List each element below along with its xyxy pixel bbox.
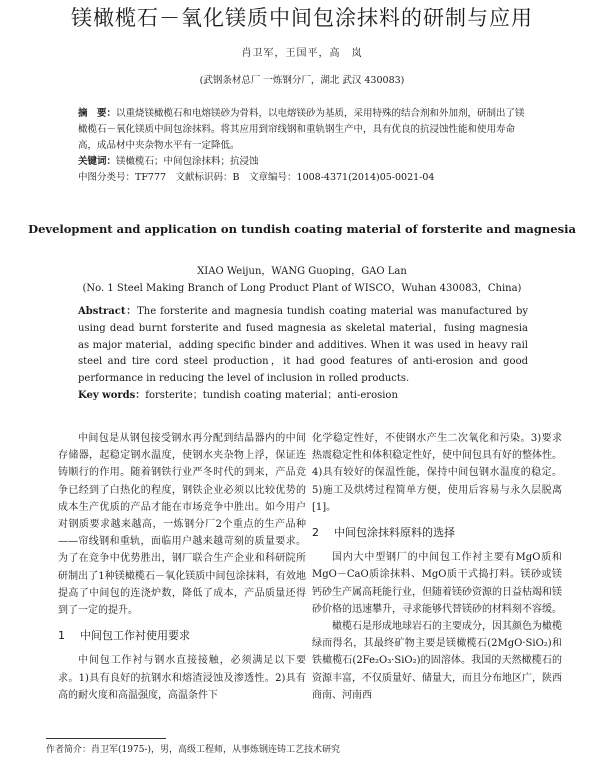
section-number: 2 bbox=[312, 526, 319, 540]
affiliation-cn: (武钢条材总厂 一炼钢分厂，湖北 武汉 430083) bbox=[199, 75, 405, 86]
authors-en: XIAO Weijun，WANG Guoping，GAO Lan bbox=[197, 266, 407, 277]
abstract-en-block bbox=[78, 304, 528, 405]
body-paragraph: 中间包工作衬与钢水直接接触，必须满足以下要求。1)具有良好的抗钢水和熔渣浸蚀及渗透性。2)具有高的耐火度和高温强度，高温条件下 bbox=[58, 655, 306, 701]
section-title: 中间包工作衬使用要求 bbox=[80, 629, 190, 643]
body-column-right bbox=[312, 430, 562, 704]
keywords-cn-text: 镁橄榄石；中间包涂抹料；抗浸蚀 bbox=[116, 156, 259, 167]
keywords-cn bbox=[78, 154, 528, 170]
body-paragraph: 中间包是从钢包接受钢水再分配到结晶器内的中间存储器，起稳定钢水温度，使钢水夹杂物上浮，保证连铸顺行的作用。随着钢铁行业严冬时代的到来，产品竞争已经到了白热化的程度，钢铁企业必须以比较优势的成本生产优质的产品才能在市场竞争中胜出。如今用户对钢质要求越来越高，一炼钢分厂2个重点的生产品种——帘线钢和重轨，面临用户越来越苛刻的质量要求。为了在竞争中优势胜出，钢厂联合生产企业和科研院所研制出了1种镁橄榄石－氧化镁质中间包涂抹料，有效地提高了中间包的连浇炉数，降低了成本，产品质量还得到了一定的提升。 bbox=[58, 433, 306, 617]
abstract-cn-block bbox=[78, 106, 528, 186]
keywords-en-label: Key words： bbox=[78, 389, 146, 401]
abstract-en-text: The forsterite and magnesia tundish coating material was manufactured by using dead burnt forsterite and fused magnesia as skeletal material，fusing magnesia as major material，adding specific binder and additives. When it was used in heavy rail steel and tire cord steel production，it had good features of anti-erosion and good performance in reducing the level of inclusion in rolled products. bbox=[78, 306, 528, 385]
classification-cn: 中图分类号：TF777 文献标识码：B 文章编号：1008-4371(2014)05-0021-04 bbox=[78, 172, 435, 183]
paper-title-cn: 镁橄榄石－氧化镁质中间包涂抹料的研制与应用 bbox=[71, 6, 533, 30]
section-number: 1 bbox=[58, 629, 65, 643]
keywords-en bbox=[78, 388, 528, 405]
keywords-en-text: forsterite；tundish coating material；anti-erosion bbox=[145, 389, 398, 401]
section-heading-1 bbox=[58, 627, 306, 644]
abstract-en bbox=[78, 304, 528, 388]
paper-title-en: Development and application on tundish coating material of forsterite and magnesia bbox=[28, 222, 576, 236]
body-column-left bbox=[58, 430, 306, 704]
affiliation-en: (No. 1 Steel Making Branch of Long Product Plant of WISCO，Wuhan 430083，China) bbox=[82, 283, 522, 294]
abstract-en-label: Abstract： bbox=[78, 306, 138, 317]
body-paragraph: 橄榄石是形成地球岩石的主要成分，因其颜色为橄榄绿而得名，其最终矿物主要是镁橄榄石(2MgO·SiO₂)和铁橄榄石(2Fe₂O₃·SiO₂)的固溶体。我国的天然橄榄石的资源丰富，不仅质量好、储量大，而且分布地区广，陕西商南、河南西 bbox=[312, 621, 562, 701]
authors-cn: 肖卫军，王国平，高 岚 bbox=[241, 48, 363, 59]
abstract-cn bbox=[78, 106, 528, 154]
section-title: 中间包涂抹料原料的选择 bbox=[334, 526, 455, 540]
body-paragraph: 国内大中型钢厂的中间包工作衬主要有MgO质和MgO－CaO质涂抹料、MgO质干式捣打料。镁砂或镁钙砂生产属高耗能行业，但随着镁砂资源的日益枯竭和镁砂价格的迅速攀升，寻求能够代替镁砂的材料刻不容缓。 bbox=[312, 552, 562, 615]
abstract-cn-text: 以重烧镁橄榄石和电熔镁砂为骨料，以电熔镁砂为基质，采用特殊的结合剂和外加剂，研制出了镁橄榄石－氧化镁质中间包涂抹料。将其应用到帘线钢和重轨钢生产中，具有优良的抗浸蚀性能和使用寿命高，成品材中夹杂物水平有一定降低。 bbox=[78, 108, 525, 151]
keywords-cn-label: 关键词： bbox=[78, 156, 117, 167]
author-footnote: 作者简介：肖卫军(1975-)，男，高级工程师，从事炼钢连铸工艺技术研究 bbox=[46, 745, 340, 755]
section-heading-2 bbox=[312, 524, 562, 541]
abstract-cn-label: 摘 要： bbox=[78, 108, 117, 119]
footnote-rule bbox=[46, 738, 166, 739]
body-paragraph: 化学稳定性好，不使钢水产生二次氧化和污染。3)要求热震稳定性和体积稳定性好，使中间包具有好的整体性。4)具有较好的保温性能，保持中间包钢水温度的稳定。5)施工及烘烤过程简单方便，使用后容易与永久层脱离[1]。 bbox=[312, 433, 562, 513]
